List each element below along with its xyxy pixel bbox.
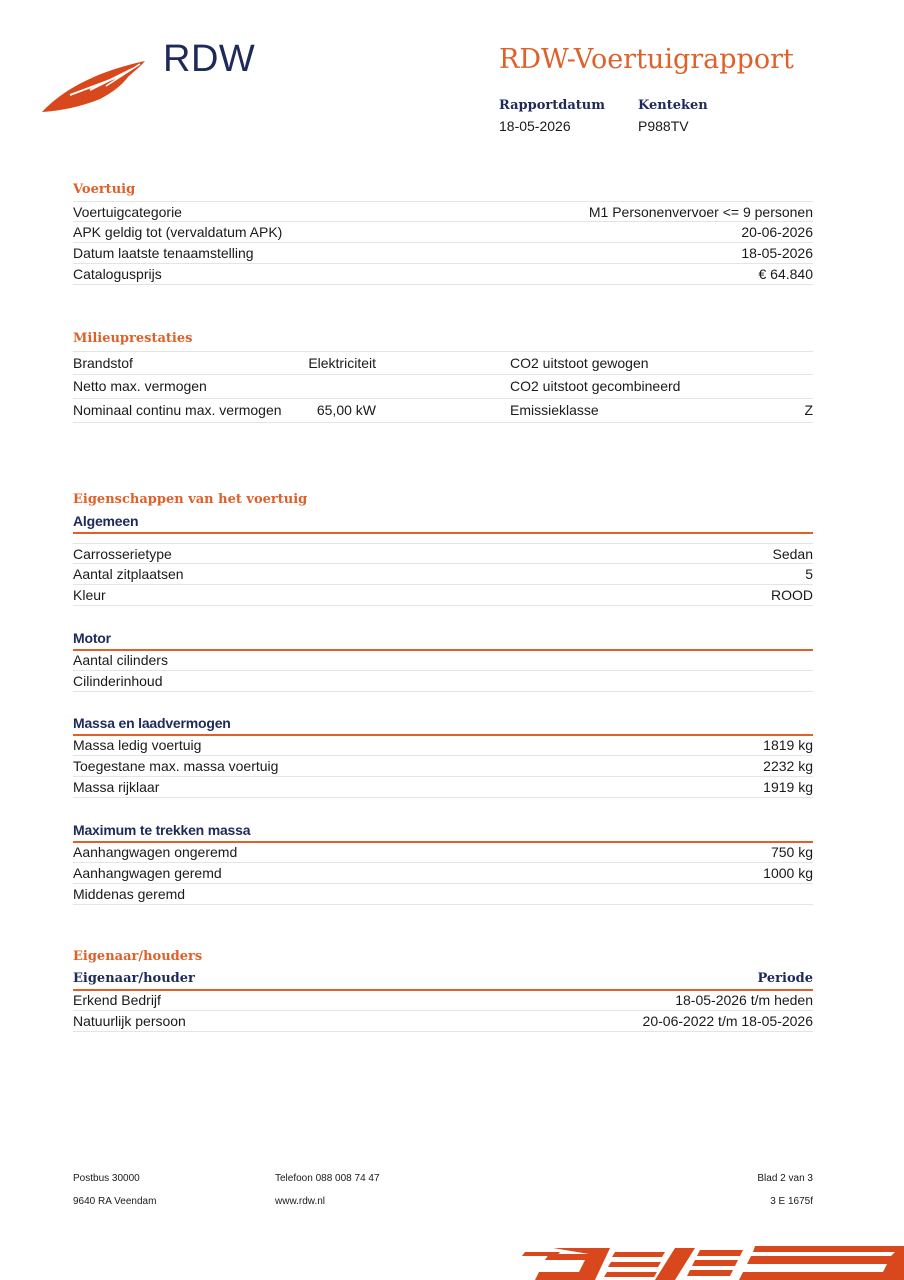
row-value: Z [804,402,813,418]
table-row [73,585,813,606]
footer-address-2: 9640 RA Veendam [73,1196,157,1207]
rdw-stripes-decoration-icon [515,1240,904,1280]
row-value: 20-06-2022 t/m 18-05-2026 [642,1013,813,1029]
section-title-milieuprestaties: Milieuprestaties [73,331,193,346]
row-label: Massa ledig voertuig [73,737,202,753]
row-label: CO2 uitstoot gecombineerd [510,378,681,394]
row-label: APK geldig tot (vervaldatum APK) [73,224,283,240]
row-value: 5 [805,566,813,582]
report-date-label: Rapportdatum [499,98,605,113]
table-row [73,375,813,399]
table-row [73,842,813,863]
logo-text: RDW [163,38,256,80]
row-value: 750 kg [770,844,813,860]
section-title-eigenschappen: Eigenschappen van het voertuig [73,492,308,507]
rdw-feather-logo-icon [40,55,150,115]
row-label: Brandstof [73,355,133,371]
table-row [73,399,813,423]
subsection-title-trekken: Maximum te trekken massa [73,822,251,838]
row-value: 65,00 kW [316,402,376,418]
footer-phone: Telefoon 088 008 74 47 [275,1173,380,1184]
table-row [73,777,813,798]
table-row [73,650,813,671]
row-value: Sedan [772,545,813,562]
owner-table-header [73,971,813,986]
row-label: Aantal zitplaatsen [73,566,184,582]
subsection-title-motor: Motor [73,630,111,646]
column-header-owner: Eigenaar/houder [73,971,195,986]
row-label: Aanhangwagen ongeremd [73,844,238,860]
table-row [73,351,813,375]
row-label: Massa rijklaar [73,779,160,795]
table-row [73,756,813,777]
column-header-period: Periode [757,971,813,986]
plate-number: P988TV [638,118,689,134]
footer-page-number: Blad 2 van 3 [757,1173,813,1184]
section-title-eigenaar: Eigenaar/houders [73,949,203,964]
row-value: Elektriciteit [308,355,376,371]
section-title-voertuig: Voertuig [73,182,136,197]
report-date: 18-05-2026 [499,118,571,134]
row-label: CO2 uitstoot gewogen [510,355,649,371]
subsection-title-algemeen: Algemeen [73,513,139,529]
row-label: Netto max. vermogen [73,378,207,394]
table-row [73,201,813,222]
row-label: Carrosserietype [73,545,172,562]
row-value: 18-05-2026 t/m heden [675,992,813,1008]
table-row [73,671,813,692]
divider [73,532,813,534]
plate-label: Kenteken [638,98,708,113]
footer-code: 3 E 1675f [770,1196,813,1207]
table-row [73,222,813,243]
row-label: Middenas geremd [73,886,186,902]
table-row [73,264,813,285]
table-row [73,884,813,905]
footer-website[interactable]: www.rdw.nl [275,1196,326,1207]
page-title: RDW-Voertuigrapport [499,44,794,75]
table-row [73,990,813,1011]
row-label: Catalogusprijs [73,266,162,282]
table-row [73,1011,813,1032]
row-value: € 64.840 [758,266,813,282]
table-row [73,543,813,564]
row-label: Erkend Bedrijf [73,992,161,1008]
table-row [73,564,813,585]
row-value: 2232 kg [763,758,813,774]
row-value: ROOD [771,587,813,603]
row-value: 1919 kg [763,779,813,795]
row-value: M1 Personenvervoer <= 9 personen [588,203,813,220]
row-label: Aanhangwagen geremd [73,865,222,881]
row-value: 1819 kg [763,737,813,753]
table-row [73,735,813,756]
row-label: Aantal cilinders [73,652,168,668]
footer-address-1: Postbus 30000 [73,1173,140,1184]
row-label: Cilinderinhoud [73,673,163,689]
row-label: Emissieklasse [510,402,599,418]
row-label: Natuurlijk persoon [73,1013,186,1029]
table-row [73,243,813,264]
subsection-title-massa: Massa en laadvermogen [73,715,231,731]
row-label: Kleur [73,587,106,603]
row-value: 20-06-2026 [741,224,813,240]
row-value: 1000 kg [763,865,813,881]
row-label: Voertuigcategorie [73,203,182,220]
row-label: Datum laatste tenaamstelling [73,245,254,261]
row-label: Nominaal continu max. vermogen [73,402,282,418]
row-label: Toegestane max. massa voertuig [73,758,279,774]
table-row [73,863,813,884]
row-value: 18-05-2026 [741,245,813,261]
